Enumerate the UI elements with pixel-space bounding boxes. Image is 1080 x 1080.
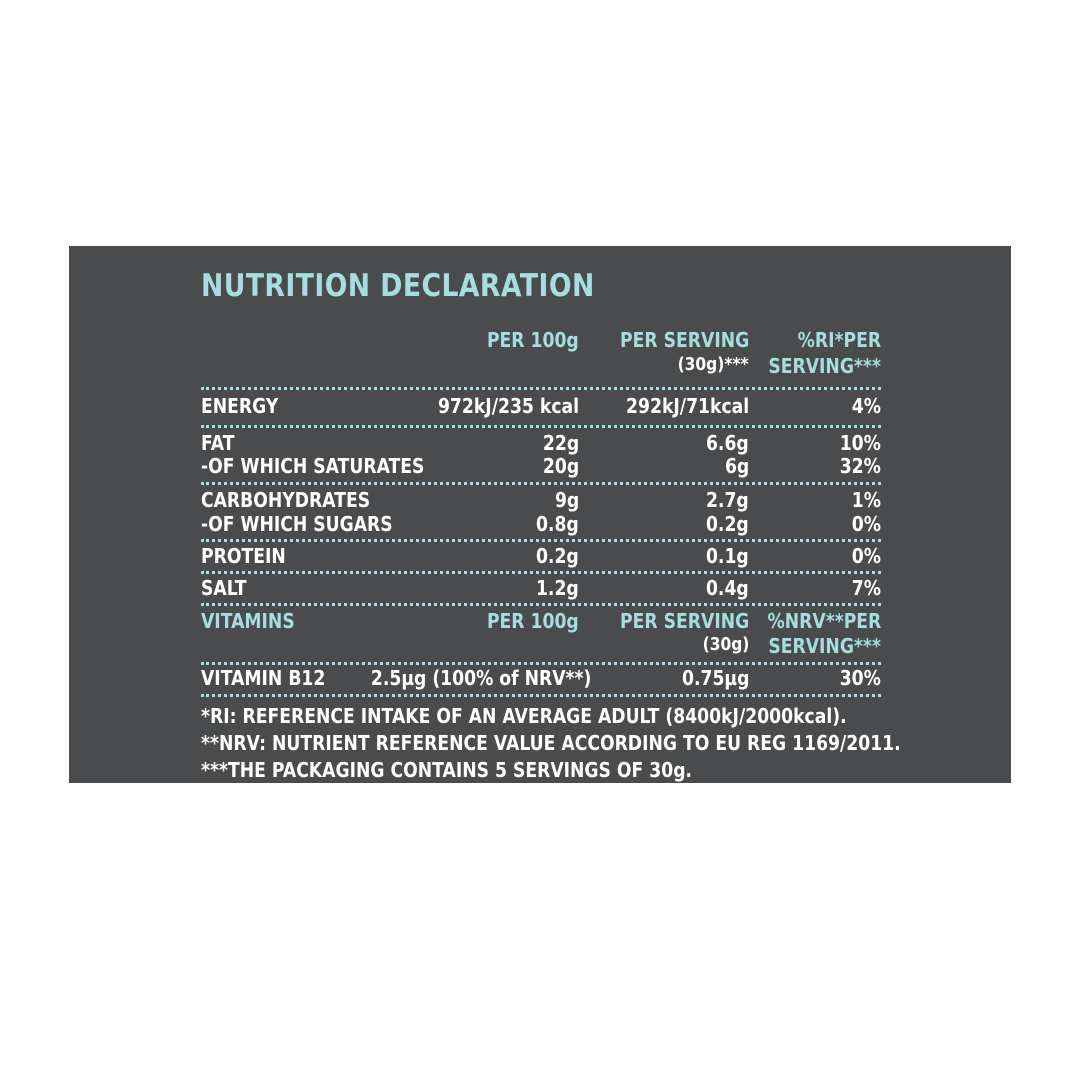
row-label: VITAMIN B12 <box>201 666 326 690</box>
row-ri: 7% <box>851 576 881 600</box>
row-nrv: 30% <box>839 666 881 690</box>
row-per100: 972kJ/235 kcal <box>437 394 579 418</box>
table-title: NUTRITION DECLARATION <box>201 268 595 304</box>
header-ri-serving: SERVING*** <box>768 354 881 378</box>
row-label: ENERGY <box>201 394 279 418</box>
row-per100: 0.8g <box>536 512 579 536</box>
divider <box>201 571 881 574</box>
vitamins-header-per-serving: PER SERVING <box>619 609 749 633</box>
row-label: SALT <box>201 576 247 600</box>
row-label: -OF WHICH SUGARS <box>201 512 393 536</box>
divider <box>201 387 881 390</box>
row-serving: 6.6g <box>706 431 749 455</box>
nutrition-panel <box>69 246 1011 783</box>
row-per100: 22g <box>542 431 579 455</box>
vitamins-label: VITAMINS <box>201 609 295 633</box>
row-ri: 0% <box>851 512 881 536</box>
row-ri: 0% <box>851 544 881 568</box>
header-per-100g: PER 100g <box>487 328 579 352</box>
row-ri: 10% <box>839 431 881 455</box>
divider <box>201 425 881 428</box>
row-label: FAT <box>201 431 235 455</box>
footnote-ri: *RI: REFERENCE INTAKE OF AN AVERAGE ADULT (8400kJ/2000kcal). <box>201 704 847 728</box>
divider <box>201 603 881 606</box>
row-serving: 292kJ/71kcal <box>625 394 749 418</box>
row-per100: 20g <box>542 454 579 478</box>
header-ri: %RI*PER <box>797 328 881 352</box>
row-serving: 6g <box>724 454 749 478</box>
vitamins-header-nrv: %NRV**PER <box>767 609 881 633</box>
divider <box>201 694 881 697</box>
row-label: PROTEIN <box>201 544 286 568</box>
row-ri: 4% <box>851 394 881 418</box>
divider <box>201 662 881 665</box>
row-serving: 0.1g <box>706 544 749 568</box>
row-serving: 0.2g <box>706 512 749 536</box>
row-per100: 1.2g <box>536 576 579 600</box>
row-per100: 9g <box>554 488 579 512</box>
divider <box>201 539 881 542</box>
row-ri: 32% <box>839 454 881 478</box>
row-ri: 1% <box>851 488 881 512</box>
vitamins-header-nrv-serving: SERVING*** <box>768 634 881 658</box>
row-serving: 0.75µg <box>681 666 749 690</box>
row-serving: 2.7g <box>706 488 749 512</box>
row-serving: 0.4g <box>706 576 749 600</box>
row-label: CARBOHYDRATES <box>201 488 371 512</box>
row-per100: 0.2g <box>536 544 579 568</box>
row-per100: 2.5µg (100% of NRV**) <box>370 666 591 690</box>
footnote-servings: ***THE PACKAGING CONTAINS 5 SERVINGS OF 30g. <box>201 758 693 782</box>
vitamins-header-per-100g: PER 100g <box>487 609 579 633</box>
header-serving-size: (30g)*** <box>677 354 749 375</box>
header-per-serving: PER SERVING <box>619 328 749 352</box>
vitamins-serving-size: (30g) <box>702 634 749 655</box>
divider <box>201 482 881 485</box>
footnote-nrv: **NRV: NUTRIENT REFERENCE VALUE ACCORDING TO EU REG 1169/2011. <box>201 731 901 755</box>
row-label: -OF WHICH SATURATES <box>201 454 425 478</box>
